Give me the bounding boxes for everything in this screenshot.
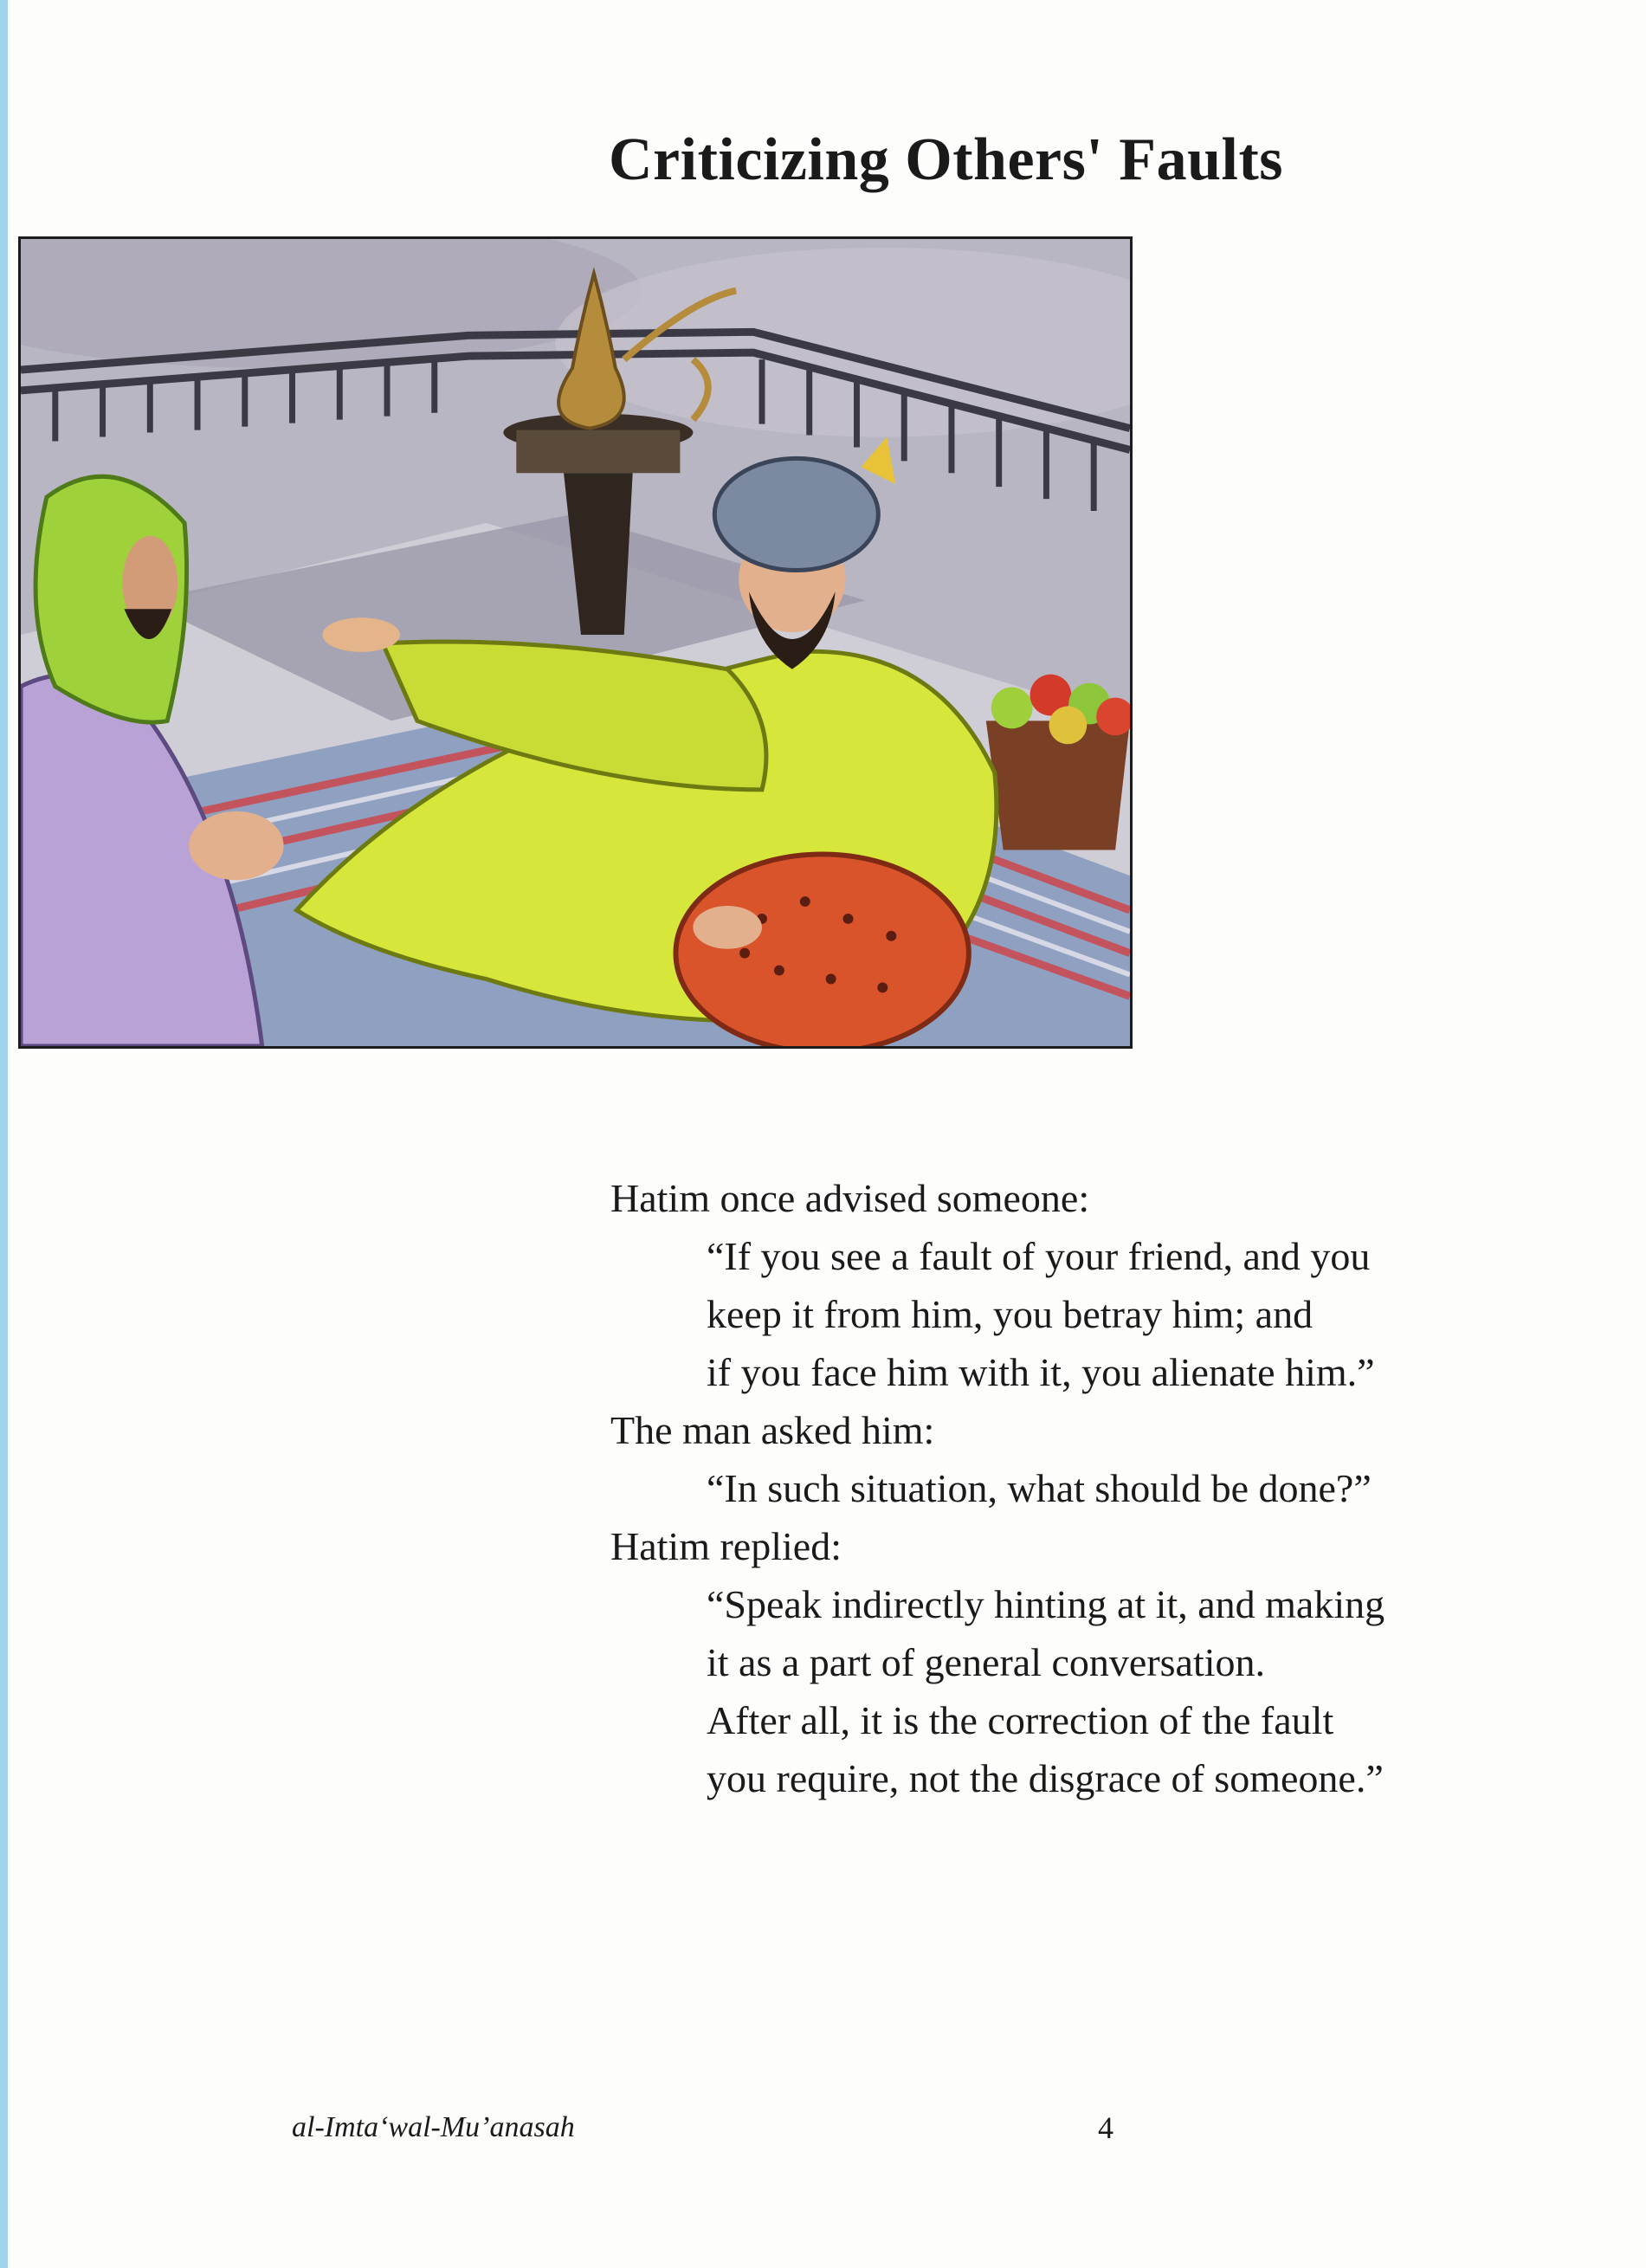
story-line: it as a part of general conversation.	[707, 1640, 1266, 1684]
story-line: if you face him with it, you alienate him.”	[707, 1350, 1375, 1394]
story-line: keep it from him, you betray him; and	[707, 1292, 1314, 1336]
footer-book-title: al-Imta‘wal-Mu’anasah	[292, 2111, 575, 2143]
page-title: Criticizing Others' Faults	[609, 126, 1284, 193]
footer-page-number: 4	[1098, 2110, 1113, 2145]
turban	[714, 458, 878, 570]
illustration-drawing	[21, 239, 1130, 1046]
story-line: you require, not the disgrace of someone.”	[707, 1756, 1384, 1800]
story-line: Hatim replied:	[610, 1524, 842, 1568]
fruit-basket	[986, 675, 1130, 850]
story-line: “If you see a fault of your friend, and you	[707, 1234, 1371, 1278]
story-line: Hatim once advised someone:	[610, 1176, 1090, 1220]
story-line: “Speak indirectly hinting at it, and making	[707, 1582, 1385, 1626]
story-line: “In such situation, what should be done?”	[707, 1466, 1372, 1510]
page-edge-strip	[0, 0, 8, 2268]
story-line: The man asked him:	[610, 1408, 935, 1452]
story-text	[610, 1169, 1589, 1807]
story-illustration	[18, 236, 1133, 1049]
red-cushion	[675, 854, 968, 1046]
story-line: After all, it is the correction of the fault	[707, 1698, 1334, 1742]
